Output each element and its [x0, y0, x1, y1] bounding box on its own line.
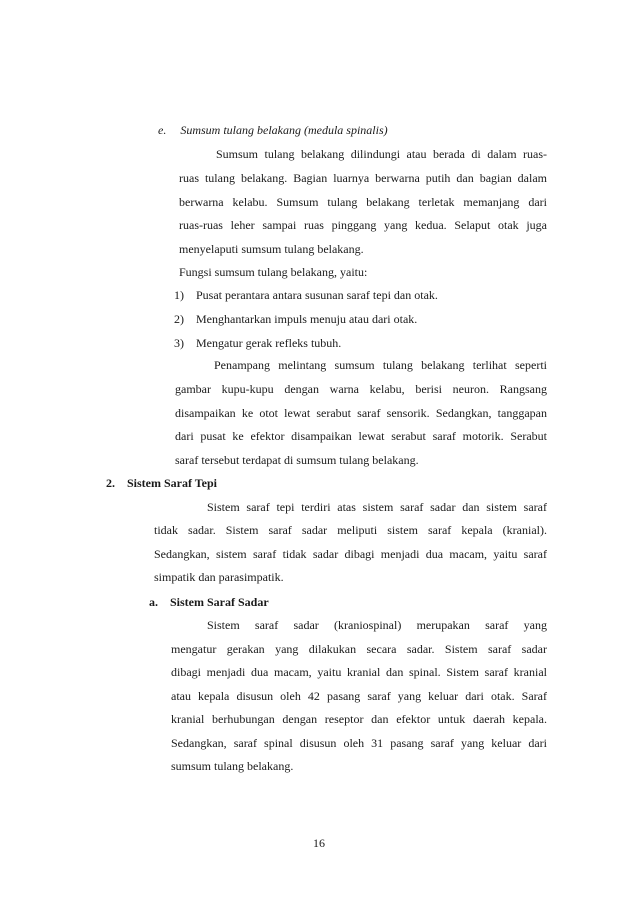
function-text: Mengatur gerak refleks tubuh.: [196, 336, 342, 350]
section-2-paragraph-line: Sistem saraf tepi terdiri atas sistem saraf sadar dan sistem saraf: [207, 500, 547, 514]
function-list-item: [174, 311, 417, 327]
function-number: 2): [174, 312, 184, 326]
page-number: 16: [313, 836, 325, 850]
section-2-title: Sistem Saraf Tepi: [127, 476, 218, 490]
section-a-paragraph-line: atau kepala disusun oleh 42 pasang saraf yang keluar dari otak. Saraf: [171, 689, 547, 703]
section-2-paragraph-line: simpatik dan parasimpatik.: [154, 570, 284, 584]
cross-section-paragraph-line: gambar kupu-kupu dengan warna kelabu, berisi neuron. Rangsang: [175, 382, 547, 396]
section-2-paragraph-line: Sedangkan, sistem saraf tidak sadar dibagi menjadi dua macam, yaitu saraf: [154, 547, 547, 561]
cross-section-paragraph-line: disampaikan ke otot lewat serabut saraf sensorik. Sedangkan, tanggapan: [175, 406, 547, 420]
section-e-paragraph-line: Sumsum tulang belakang dilindungi atau berada di dalam ruas-: [216, 147, 547, 161]
section-e-paragraph-line: menyelaputi sumsum tulang belakang.: [179, 242, 364, 256]
section-2-paragraph-line: tidak sadar. Sistem saraf sadar meliputi sistem saraf kepala (kranial).: [154, 523, 547, 537]
section-2-marker: 2.: [106, 476, 115, 490]
section-e-heading: [158, 122, 388, 138]
section-a-title: Sistem Saraf Sadar: [170, 595, 269, 609]
cross-section-paragraph-line: dari pusat ke efektor disampaikan lewat serabut saraf motorik. Serabut: [175, 429, 547, 443]
cross-section-paragraph-line: saraf tersebut terdapat di sumsum tulang belakang.: [175, 453, 419, 467]
section-a-marker: a.: [149, 595, 158, 609]
cross-section-paragraph-line: Penampang melintang sumsum tulang belakang terlihat seperti: [214, 358, 547, 372]
section-e-title: Sumsum tulang belakang (medula spinalis): [180, 123, 388, 137]
section-a-paragraph-line: dibagi menjadi dua macam, yaitu kranial dan spinal. Sistem saraf kranial: [171, 665, 547, 679]
function-list-item: [174, 335, 341, 351]
section-e-marker: e.: [158, 123, 167, 137]
section-e-paragraph-line: berwarna kelabu. Sumsum tulang belakang terletak memanjang dari: [179, 195, 547, 209]
section-a-paragraph-line: kranial berhubungan dengan reseptor dan efektor untuk daerah kepala.: [171, 712, 547, 726]
section-a-heading: [149, 594, 269, 610]
section-a-paragraph-line: Sedangkan, saraf spinal disusun oleh 31 pasang saraf yang keluar dari: [171, 736, 547, 750]
section-a-paragraph-line: sumsum tulang belakang.: [171, 759, 294, 773]
section-2-heading: [106, 475, 217, 491]
function-intro: Fungsi sumsum tulang belakang, yaitu:: [179, 265, 368, 279]
section-a-paragraph-line: mengatur gerakan yang dilakukan secara sadar. Sistem saraf sadar: [171, 642, 547, 656]
function-text: Menghantarkan impuls menuju atau dari otak.: [196, 312, 418, 326]
function-list-item: [174, 287, 438, 303]
section-a-paragraph-line: Sistem saraf sadar (kraniospinal) merupakan saraf yang: [207, 618, 547, 632]
function-text: Pusat perantara antara susunan saraf tepi dan otak.: [196, 288, 438, 302]
function-number: 3): [174, 336, 184, 350]
function-number: 1): [174, 288, 184, 302]
section-e-paragraph-line: ruas tulang belakang. Bagian luarnya berwarna putih dan bagian dalam: [179, 171, 547, 185]
section-e-paragraph-line: ruas-ruas leher sampai ruas pinggang yang kedua. Selaput otak juga: [179, 218, 547, 232]
